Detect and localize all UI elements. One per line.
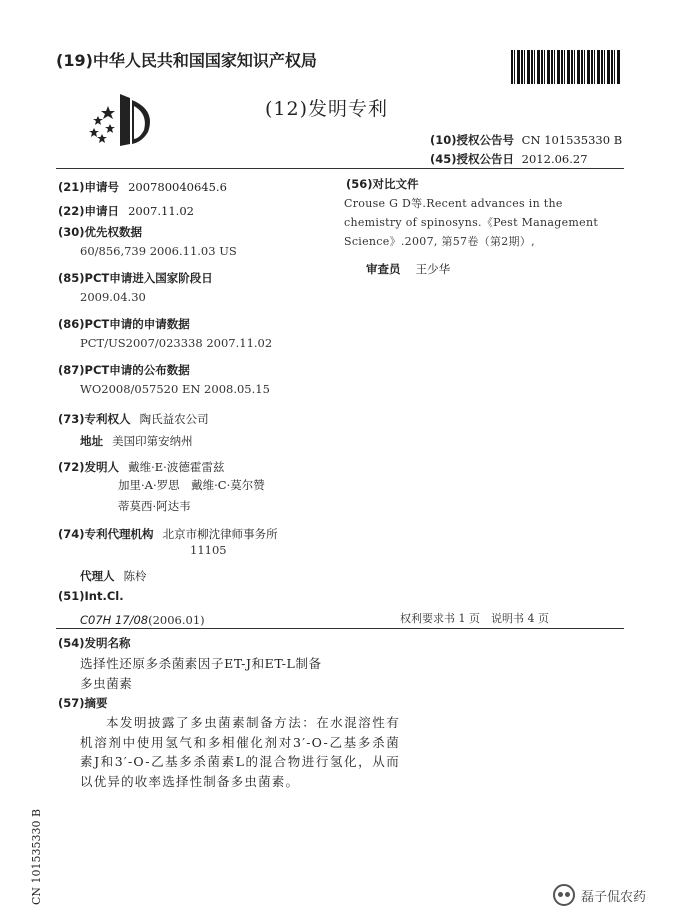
inventors-line1: 戴维·E·波德霍雷兹 <box>128 460 225 474</box>
office-name: (19)中华人民共和国国家知识产权局 <box>56 51 317 70</box>
priority-label: (30)优先权数据 <box>58 225 143 239</box>
app-date <box>58 200 194 219</box>
patentee-label: (73)专利权人 <box>58 412 131 426</box>
examiner-value: 王少华 <box>415 262 451 276</box>
agency-code: 11105 <box>190 543 227 557</box>
examiner-label: 审查员 <box>366 262 401 276</box>
app-date-label: (22)申请日 <box>58 204 120 218</box>
pct-app-label: (86)PCT申请的申请数据 <box>58 317 190 331</box>
abstract-text: 本发明披露了多虫菌素制备方法：在水混溶性有机溶剂中使用氢气和多相催化剂对3′-O-乙基多杀菌素J和3′-O-乙基多杀菌素L的混合物进行氢化，从而以优异的收率选择性制备多虫菌素。 <box>80 715 400 789</box>
agent <box>80 565 147 584</box>
grant-date-line <box>430 151 588 167</box>
abstract-label: (57)摘要 <box>58 696 108 710</box>
inventors-line3: 蒂莫西·阿达韦 <box>118 499 191 513</box>
intcl-year: (2006.01) <box>148 613 205 627</box>
app-number-label: (21)申请号 <box>58 180 120 194</box>
patentee-value: 陶氏益农公司 <box>139 412 209 426</box>
side-publication-number: CN 101535330 B <box>30 808 43 905</box>
title-line2: 多虫菌素 <box>80 676 133 691</box>
watermark-text: 磊子侃农药 <box>581 889 647 905</box>
pct-entry-label: (85)PCT申请进入国家阶段日 <box>58 271 213 285</box>
pct-entry-value: 2009.04.30 <box>80 290 146 304</box>
refs-text: Crouse G D等.Recent advances in the chemistry of spinosyns.《Pest Management Science》.2007, 第57卷（第2期）, <box>344 197 599 248</box>
agency-value: 北京市柳沈律师事务所 <box>162 527 278 541</box>
agent-value: 陈柃 <box>123 569 147 583</box>
priority-value: 60/856,739 2006.11.03 US <box>80 244 237 258</box>
grant-number: CN 101535330 B <box>521 133 623 147</box>
grant-number-label: (10)授权公告号 <box>430 133 515 147</box>
grant-date: 2012.06.27 <box>521 152 588 166</box>
app-date-value: 2007.11.02 <box>128 204 194 218</box>
header-rule <box>56 168 624 169</box>
intcl-label: (51)Int.Cl. <box>58 589 124 603</box>
pct-pub-value: WO2008/057520 EN 2008.05.15 <box>80 382 270 396</box>
examiner <box>366 258 450 277</box>
agency <box>58 523 278 542</box>
app-number-value: 200780040645.6 <box>128 180 227 194</box>
inventors <box>58 456 224 475</box>
wechat-icon <box>553 884 575 906</box>
title-label: (54)发明名称 <box>58 636 131 650</box>
address-label: 地址 <box>80 434 103 448</box>
pct-pub-label: (87)PCT申请的公布数据 <box>58 363 190 377</box>
intcl <box>80 609 205 628</box>
agency-label: (74)专利代理机构 <box>58 527 154 541</box>
inventors-line2: 加里·A·罗思 戴维·C·莫尔赞 <box>118 478 265 492</box>
grant-number-line <box>430 132 622 148</box>
inventors-label: (72)发明人 <box>58 460 120 474</box>
section-rule <box>56 628 624 629</box>
cnipa-emblem-icon <box>86 92 158 148</box>
doc-type: (12)发明专利 <box>265 98 389 120</box>
barcode-icon <box>511 50 621 84</box>
watermark <box>553 884 646 906</box>
app-number <box>58 176 227 195</box>
agent-label: 代理人 <box>80 569 115 583</box>
page-counts: 权利要求书 1 页 说明书 4 页 <box>400 612 549 625</box>
pct-app-value: PCT/US2007/023338 2007.11.02 <box>80 336 273 350</box>
title-line1: 选择性还原多杀菌素因子ET-J和ET-L制备 <box>80 656 322 671</box>
address <box>80 430 193 449</box>
grant-date-label: (45)授权公告日 <box>430 152 515 166</box>
patentee <box>58 408 209 427</box>
refs-label: (56)对比文件 <box>346 177 419 191</box>
intcl-code: C07H 17/08 <box>80 613 149 627</box>
address-value: 美国印第安纳州 <box>112 434 193 448</box>
